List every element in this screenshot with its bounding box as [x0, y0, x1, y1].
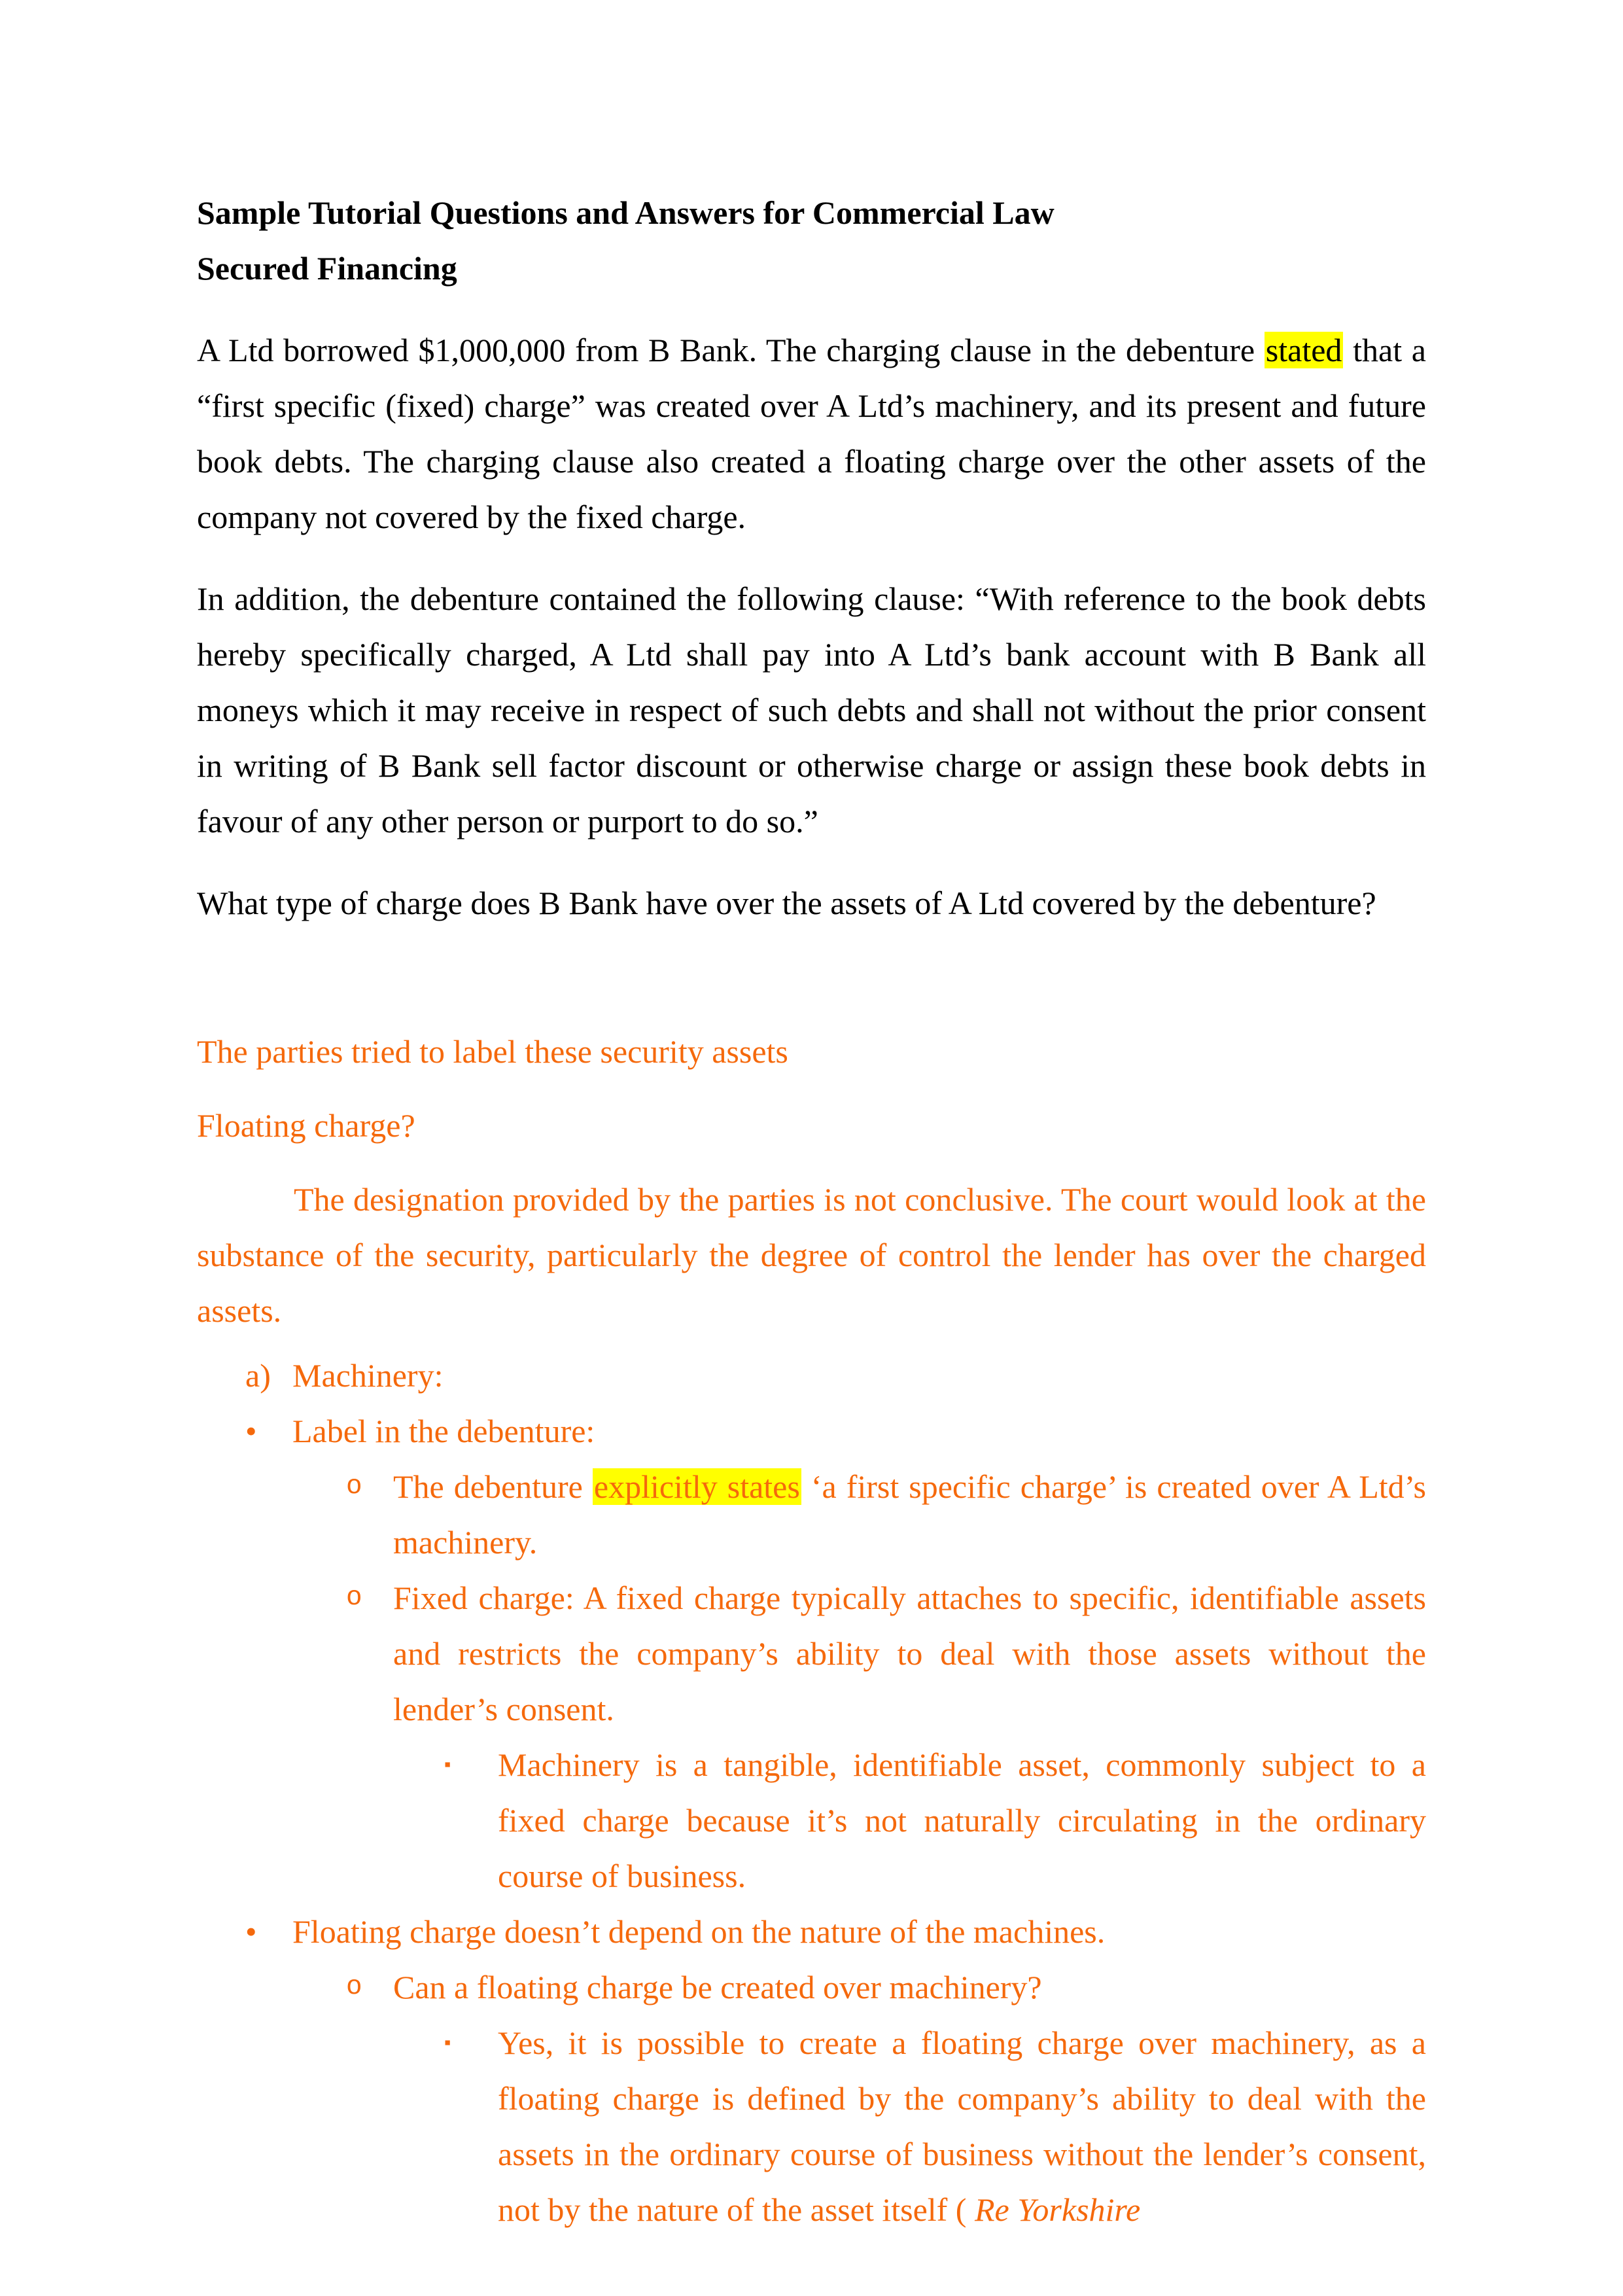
- list-item-text: Fixed charge: A fixed charge typically attaches to specific, identifiable assets and restricts the company’s ability to deal with those assets without the lender’s consent.: [393, 1580, 1426, 1727]
- bullet-square-icon: ▪: [444, 2032, 451, 2053]
- highlight-stated: stated: [1265, 332, 1342, 368]
- bullet-dot-icon: •: [245, 1913, 257, 1950]
- list-item-can-floating-charge: [197, 1960, 1426, 2015]
- list-item-explicitly-states: [197, 1459, 1426, 1570]
- answer-intro: The parties tried to label these security assets: [197, 1033, 788, 1070]
- list-item-machinery-tangible: [197, 1737, 1426, 1904]
- bullet-circle-icon: o: [346, 1972, 362, 2002]
- doc-title-line2: Secured Financing: [197, 250, 457, 287]
- list-item-text: Can a floating charge be created over machinery?: [393, 1969, 1042, 2005]
- question-paragraph-3: What type of charge does B Bank have over the assets of A Ltd covered by the debenture?: [197, 885, 1376, 921]
- list-item-machinery: [197, 1348, 1426, 1404]
- answer-paragraph: The designation provided by the parties is not conclusive. The court would look at the substance of the security, particularly the degree of control the lender has over the charged assets.: [197, 1181, 1426, 1329]
- list-item-text: Floating charge doesn’t depend on the nature of the machines.: [292, 1913, 1106, 1950]
- answer-section: [197, 1024, 1426, 2238]
- question-paragraph-2: In addition, the debenture contained the following clause: “With reference to the book debts hereby specifically charged, A Ltd shall pay into A Ltd’s bank account with B Bank all moneys which it may receive in respect of such debts and shall not without the prior consent in writing of B Bank sell factor discount or otherwise charge or assign these book debts in favour of any other person or purport to do so.”: [197, 580, 1426, 839]
- list-item-yes-possible: [197, 2015, 1426, 2238]
- item2-pre: The debenture: [393, 1468, 593, 1505]
- bullet-circle-icon: o: [346, 1472, 362, 1502]
- highlight-explicitly-states: explicitly states: [593, 1468, 800, 1505]
- question-p1-post: that a “first specific (fixed) charge” was created over A Ltd’s machinery, and its present and future book debts. The charging clause also created a floating charge over the other assets of the company not covered by the fixed charge.: [197, 332, 1426, 535]
- list-item-text: Machinery:: [292, 1357, 444, 1394]
- bullet-square-icon: ▪: [444, 1754, 451, 1775]
- list-item-text: Label in the debenture:: [292, 1413, 595, 1449]
- answer-list: [197, 1348, 1426, 2238]
- list-item-text: [393, 1459, 1426, 1570]
- case-citation-italic: Re Yorkshire: [974, 2191, 1141, 2228]
- item7-pre: Yes, it is possible to create a floating charge over machinery, as a floating charge is defined by the company’s ability to deal with the assets in the ordinary course of business without the lender’s consent, not by the nature of the asset itself (: [498, 2024, 1426, 2228]
- answer-heading: Floating charge?: [197, 1107, 415, 1144]
- list-item-text: [498, 2015, 1426, 2238]
- question-paragraph-1: [197, 323, 1426, 545]
- question-p1-pre: A Ltd borrowed $1,000,000 from B Bank. The charging clause in the debenture: [197, 332, 1265, 368]
- doc-title-line1: Sample Tutorial Questions and Answers for Commercial Law: [197, 194, 1055, 231]
- item2-post: ‘a first specific charge’ is created over A Ltd’s machinery.: [393, 1468, 1426, 1561]
- list-item-fixed-charge: [197, 1570, 1426, 1737]
- list-marker-a: a): [245, 1357, 271, 1394]
- bullet-dot-icon: •: [245, 1413, 257, 1449]
- list-item-text: Machinery is a tangible, identifiable asset, commonly subject to a fixed charge because it’s not naturally circulating in the ordinary course of business.: [498, 1746, 1426, 1894]
- list-item-label-debenture: [197, 1404, 1426, 1459]
- bullet-circle-icon: o: [346, 1583, 362, 1613]
- list-item-floating-charge-nature: [197, 1904, 1426, 1960]
- doc-title: [197, 185, 1426, 296]
